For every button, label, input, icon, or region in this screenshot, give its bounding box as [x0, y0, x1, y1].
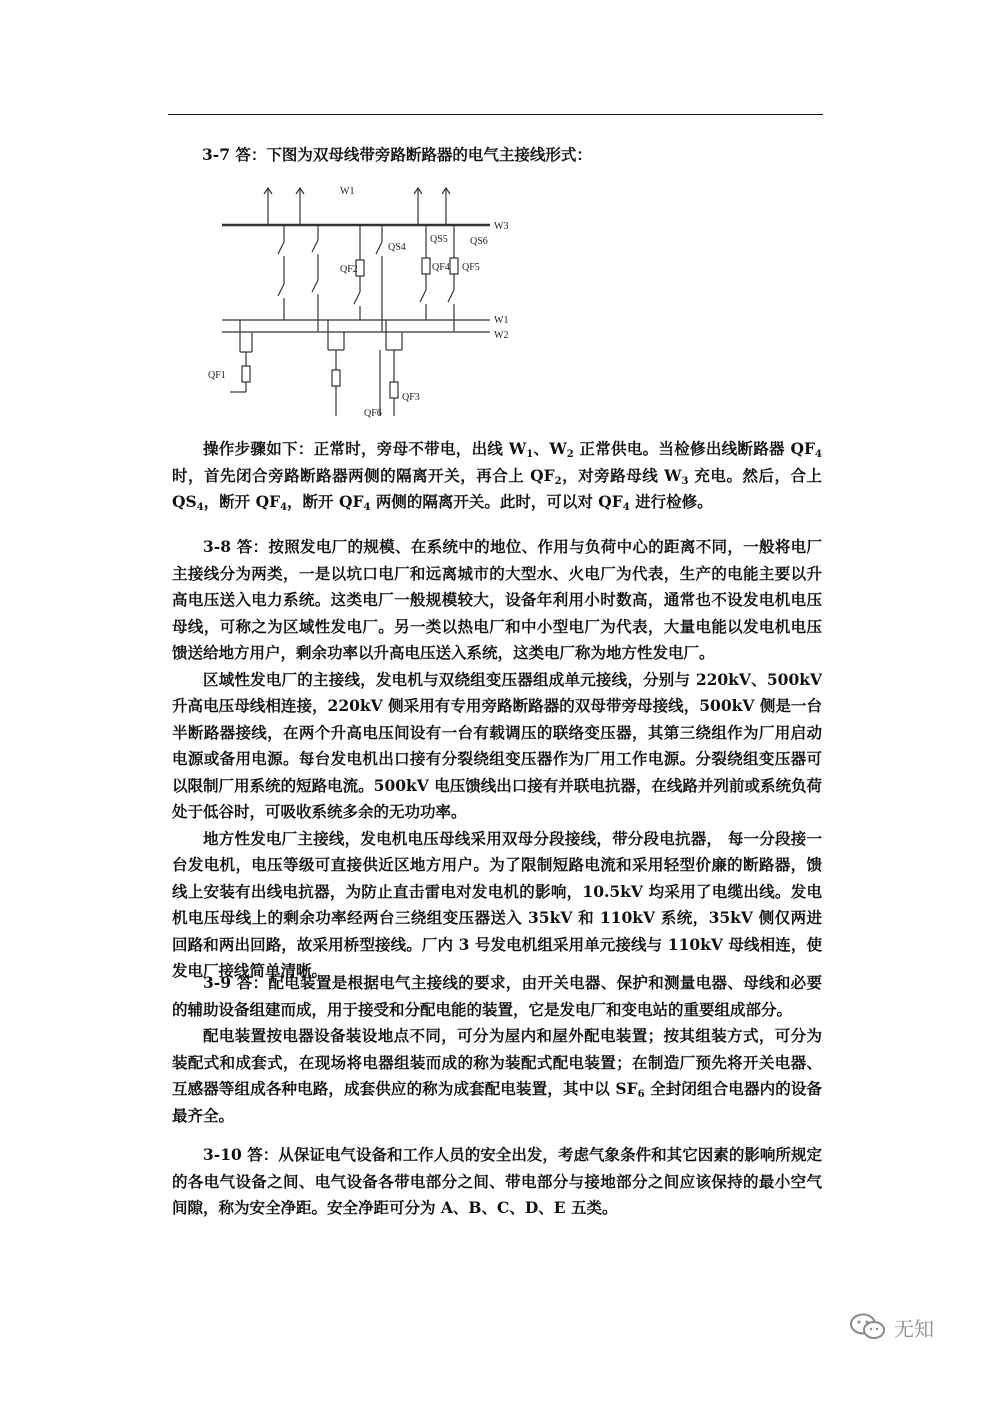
header-rule — [168, 114, 823, 115]
label-qf5: QF5 — [462, 262, 480, 273]
label-qf3: QF3 — [402, 392, 420, 403]
watermark-text: 无知 — [894, 1316, 934, 1341]
steps-paragraph: 操作步骤如下：正常时，旁母不带电，出线 $W_1$、$W_2$ 正常供电。当检修出线断路器 $QF_4$ 时，首先闭合旁路断路器两侧的隔离开关，再合上 $QF_2$，对旁路母线 $W_3$ 充电。然后，合上 $QS_4$，断开 $QF_4$，断开 $QF_4$ 两侧的隔离开关。此时，可以对 $QF_4$ 进行检修。 — [172, 439, 823, 513]
label-qf1: QF1 — [208, 370, 226, 381]
wechat-icon — [848, 1312, 888, 1342]
answer-3-8-p2: 区域性发电厂的主接线，发电机与双绕组变压器组成单元接线，分别与 220kV、500kV 升高电压母线相连接，220kV 侧采用有专用旁路断路器的双母带旁母接线，500kV 侧是一台半断路器接线，在两个升高电压间设有一台有载调压的联络变压器，其第三绕组作为厂用启动电源或备用电源。每台发电机出口接有分裂绕组变压器作为厂用工作电源。分裂绕组变压器可以限制厂用系统的短路电流。500kV 电压馈线出口接有并联电抗器，在线路并列前或系统负荷处于低谷时，可吸收系统多余的无功功率。 — [172, 669, 822, 821]
watermark — [848, 1312, 934, 1342]
label-qf6: QF6 — [364, 408, 382, 419]
label-qs5: QS5 — [430, 234, 448, 245]
label-qs4: QS4 — [388, 242, 406, 253]
answer-3-9-p1: 3-9 答：配电装置是根据电气主接线的要求，由开关电器、保护和测量电器、母线和必要的辅助设备组建而成，用于接受和分配电能的装置，它是发电厂和变电站的重要组成部分。 — [172, 973, 822, 1019]
answer-3-7-intro — [202, 142, 822, 169]
intro-line: 3-7 答：下图为双母线带旁路断路器的电气主接线形式： — [202, 145, 592, 164]
label-qs6: QS6 — [470, 236, 488, 247]
label-w1-top: W1 — [340, 186, 355, 197]
answer-3-10-p1: 3-10 答：从保证电气设备和工作人员的安全出发，考虑气象条件和其它因素的影响所规定的各电气设备之间、电气设备各带电部分之间、带电部分与接地部分之间应该保持的最小空气间隙，称为安全净距。安全净距可分为 A、B、C、D、E 五类。 — [172, 1145, 822, 1217]
answer-3-7-steps — [172, 436, 822, 516]
label-w1: W1 — [494, 315, 509, 326]
label-w2: W2 — [494, 330, 509, 341]
answer-3-9-p2: 配电装置按电器设备装设地点不同，可分为屋内和屋外配电装置；按其组装方式，可分为装配式和成套式，在现场将电器组装而成的称为装配式配电装置；在制造厂预先将开关电器、互感器等组成各种电路，成套供应的称为成套配电装置，其中以 $SF_6$ 全封闭组合电器内的设备最齐全。 — [172, 1026, 822, 1125]
answer-3-8-p1: 3-8 答：按照发电厂的规模、在系统中的地位、作用与负荷中心的距离不同，一般将电厂主接线分为两类，一是以坑口电厂和远离城市的大型水、火电厂为代表，生产的电能主要以升高电压送入电力系统。这类电厂一般规模较大，设备年利用小时数高，通常也不设发电机电压母线，可称之为区域性发电厂。另一类以热电厂和中小型电厂为代表，大量电能以发电机电压馈送给地方用户，剩余功率以升高电压送入系统，这类电厂称为地方性发电厂。 — [172, 537, 822, 662]
answer-3-8-p3: 地方性发电厂主接线，发电机电压母线采用双母分段接线，带分段电抗器， 每一分段接一台发电机，电压等级可直接供近区地方用户。为了限制短路电流和采用轻型价廉的断路器，馈线上安装有出线电抗器，为防止直击雷电对发电机的影响，10.5kV 均采用了电缆出线。发电机电压母线上的剩余功率经两台三绕组变压器送入 35kV 和 110kV 系统，35kV 侧仅两进回路和两出回路，故采用桥型接线。厂内 3 号发电机组采用单元接线与 110kV 母线相连，使发电厂接线简单清晰。 — [172, 828, 822, 980]
answer-3-8 — [172, 534, 822, 985]
answer-3-9 — [172, 970, 822, 1129]
main-wiring-diagram — [200, 180, 530, 420]
label-w3: W3 — [494, 221, 509, 232]
label-qf4: QF4 — [432, 262, 450, 273]
answer-3-10 — [172, 1142, 822, 1222]
label-qf2: QF2 — [340, 264, 358, 275]
